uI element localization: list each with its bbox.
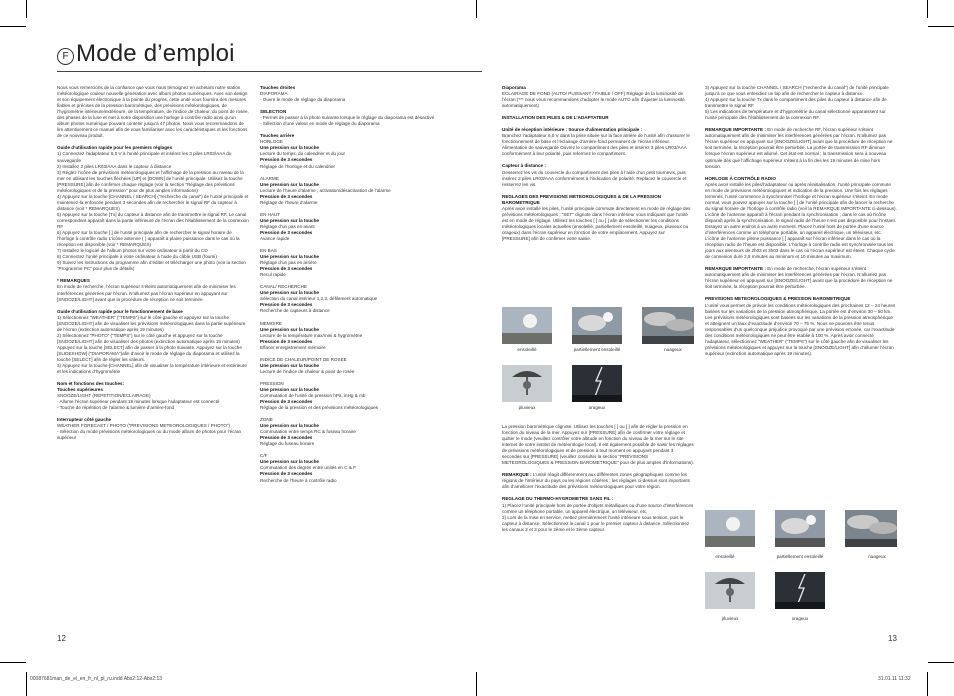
key-name: ALARME — [260, 175, 279, 181]
important-text-2: En mode de recherche, l’écran supérieur s’éteint automatiquement afin de minimiser les interférences générées par l’écran. N’allumez pas l’écran supérieur en appuyant sur [SNOOZE/LIGHT] avant que la procédure de réception ne soit terminée, la réception pourrait être perturbée. — [705, 266, 893, 290]
thermo-title: REGLAGE DU THERMO-HYGROMETRE SANS FIL : — [502, 496, 614, 502]
key-group — [260, 139, 452, 169]
caption-partly: partiellement ensoleillé — [573, 347, 621, 352]
list-item: 7) Installez le logiciel de l’album photos sur votre ordinateur à partir du CD — [57, 248, 208, 254]
quick-guide-title: Guide d’utilisation rapide pour les premiers réglages — [57, 145, 173, 151]
key-group — [260, 321, 452, 351]
pressure-setting-text: La pression barométrique clignote. Utilisez les touches [ ] ou [ ] afin de régler la pression en fonction du niveau de la mer. Appuyez sur [PRESSURE] afin de confirmer votre réglage et quitter le mode (veuillez contrôler votre altitude en fonction du niveau de la mer sur le site internet de votre institut de météorologie local). Il est également possible de saisir les réglages de prévisions météorologiques et de pression à tout moment en appuyant pendant 3 secondes sur [PRESSURE] (veuillez consulter la section “PREVISIONS METEOROLOGIQUES & PRESSION BAROMETRIQUE” pour de plus amples d’informations). — [502, 424, 694, 466]
unit-text: Branchez l’adaptateur 6,0 V dans la prise située sur la face arrière de l’unité afin d’assurer le fonctionnement de base et l’éclairage d’arrière-fond permanent de l’écran inférieur. Alimentation de sauvegarde Ouvrez le compartiment des piles et insérez 3 piles LR03/AAA conformément à leur polarité, puis refermez le compartiment. — [502, 133, 690, 157]
list-item: 4) Appuyez sur la touche [CHANNEL / SEARCH] (“recherche du canal”) de l’unité principale et maintenez-la enfoncée pendant 3 secondes afin de rechercher le signal RF du capteur à distance (voir * REMARQUES) — [57, 193, 249, 211]
press-3s-label: Pression de 3 secondes — [260, 435, 313, 441]
key-group — [260, 212, 452, 242]
list-item: 2) Sélectionnez “PHOTO” (“TEMPS”) sur le côté gauche et appuyez sur la touche [SNOOZE/LIGHT] afin de visualiser des photos (extinction automatique après 19 minutes) Appuyez sur la touche [SELECT] afin de passer à la photo suivante. Appuyez sur la touche [SLIDESHOW] (“DIAPORAMA”)afin d’avoir le mode de réglage du diaporama et utilisez la touche [SELECT] afin de régler les valeurs. — [57, 332, 242, 362]
press-3s-text: Réglage de la pression et des prévisions météorologiques — [260, 405, 378, 411]
press-3s-text: Réglage de l’horloge et du calendrier — [260, 163, 336, 169]
list-item: 3) Réglez l’icône de prévisions météorologiques et l’affichage de la pression au niveau de la mer en utilisant les touches fléchées [UP] et [DOWN] de l’unité principale. Utilisez la touche [PRESSURE] afin de confirmer chaque réglage (voir la section “Réglage des prévisions météorologiques et de la pression” pour de plus amples informations) — [57, 169, 244, 193]
press-3s-text: Recherche de capteurs à distance — [260, 308, 330, 314]
list-item: - Permet de passer à la photo suivante lorsque le réglage du diaporama est désactivé — [260, 115, 435, 121]
column-left — [57, 85, 249, 442]
list-item: - Sélection d’une valeur en mode de réglage du diaporama — [260, 121, 380, 127]
key-group — [260, 453, 452, 483]
caption-stormy: orageux — [588, 405, 606, 410]
list-item: 2) Installez 2 piles LR03/AAA dans le capteur à distance — [57, 163, 172, 169]
press-once-text: Réglage d’un pas en arrière — [260, 260, 317, 266]
important-text: En mode de recherche RF, l’écran supérieur s’éteint automatiquement afin de minimiser les interférences générées par l’écran. N’allumez pas l’écran supérieur en appuyant sur [SNOOZE/LIGHT] avant que la procédure de réception ne soit terminée, la réception pourrait être perturbée. La portée de transmission RF diminue lorsque l’écran supérieur est allumé. Cet état est normal ; la transmission sera à nouveau optimale dès que l’affichage supérieur s’éteint à la fin des les 19 minutes de mise hors tension. — [705, 127, 893, 169]
basic-guide-title: Guide d’utilisation rapide pour le fonctionnement de base — [57, 308, 183, 314]
keys-title: Nom et fonctions des touches: — [57, 381, 125, 387]
list-item: 2) Lors de la mise en service, mettez premièrement l’unité intérieure sous tension, puis le capteur à distance. Sélectionnez le canal 1 pour le premier capteur à distance. Sélectionnez les canaux 2 et 3 pour le 2ème et le 3ème capteur. — [502, 514, 690, 532]
key-name: PRESSION — [260, 380, 284, 386]
press-3s-label: Pression de 3 secondes — [260, 266, 313, 272]
press-3s-label: Pression de 3 secondes — [260, 338, 313, 344]
press-3s-text: Recherche de l’heure à contrôle radio — [260, 477, 337, 483]
press-once-text: Commutation entre temps RC & fuseau horaire — [260, 429, 356, 435]
press-once-text: Lecture de l’indice de chaleur & point de rosée — [260, 368, 355, 374]
press-3s-label: Pression de 3 secondes — [260, 229, 313, 235]
key-name: EN HAUT — [260, 211, 281, 217]
photo-sunny — [502, 307, 552, 344]
photo-cloudy-2 — [845, 510, 897, 547]
snooze-title: SNOOZE/LIGHT (REPETITION/ECLAIRAGE) — [57, 393, 151, 399]
photo-stormy-2 — [775, 572, 825, 609]
switch-text: WEATHER FORECAST / PHOTO (“PREVISIONS METEOROLOGIQUES / PHOTO”) — [57, 423, 230, 429]
caption-partly-2: partiellement ensoleillé — [776, 554, 824, 559]
press-3s-label: Pression de 3 secondes — [260, 157, 313, 163]
sensor-title: Capteur à distance : — [502, 163, 546, 169]
photo-rainy — [502, 365, 552, 402]
pressure-forecast-title: PREVISIONS METEOROLOGIQUES & PRESSION BAROMETRIQUE — [705, 296, 851, 302]
switch-title: Interrupteur côté gauche — [57, 417, 112, 423]
quick-guide-list — [57, 151, 249, 272]
page-number-left: 12 — [57, 634, 66, 643]
press-once-label: Une pression sur la touche — [260, 181, 319, 187]
list-item: 3) Appuyez sur la touche [CHANNEL] afin de visualiser la température intérieure et extérieure et les indications d’hygrométrie — [57, 363, 247, 375]
press-once-label: Une pression sur la touche — [260, 423, 319, 429]
diaporama-label: DIAPORAMA — [260, 91, 288, 97]
top-keys-title: Touches supérieures — [57, 387, 103, 393]
important-label-2: REMARQUE IMPORTANTE : — [705, 266, 766, 272]
caption-cloudy: nuageux — [664, 347, 682, 352]
key-name: CANAL/ RECHERCHE — [260, 284, 307, 290]
press-3s-label: Pression de 3 secondes — [260, 471, 313, 477]
install-title: INSTALLATION DES PILES & DE L’ADAPTATEUR — [502, 115, 609, 121]
caption-sunny: ensoleillé — [517, 347, 537, 352]
key-name: MEMOIRE — [260, 320, 282, 326]
key-name: HORLOGE — [260, 139, 283, 145]
press-once-label: Une pression sur la touche — [260, 386, 319, 392]
photo-partly-cloudy-2 — [775, 510, 825, 547]
photo-cloudy — [642, 307, 694, 344]
press-3s-text: Recul rapide — [260, 272, 286, 278]
unit-title: Unité de réception intérieure : Source d’alimentation principale : — [502, 127, 643, 133]
press-once-text: Lecture de la température max/mini & hygrométrie — [260, 332, 363, 338]
press-once-label: Une pression sur la touche — [260, 362, 319, 368]
key-name: C/F — [260, 453, 268, 459]
press-once-label: Une pression sur la touche — [260, 459, 319, 465]
important-label: REMARQUE IMPORTANTE : — [705, 127, 766, 133]
list-item: - Sélection du mode prévisions météorologiques ou du mode album de photos pour l’écran supérieur — [57, 429, 242, 441]
remark-text: L’unité réagit différemment aux différentes zones géographiques comme les régions de l’intérieur du pays ou les régions côtières ; les réglages ci-dessus sont importants afin d’améliorer l’exactitude des prévisions météorologiques pour votre région. — [502, 472, 690, 490]
diaporama-title: Diaporama — [502, 85, 526, 90]
list-item: - Allume l’écran supérieur pendant 19 minutes lorsque l’adaptateur est connecté — [57, 399, 220, 405]
column-far-right — [705, 85, 897, 363]
photo-sunny-2 — [705, 510, 755, 547]
list-item: 5) Appuyez sur la touche [Tx] du capteur à distance afin de transmettre le signal RF. Le canal correspondant apparaît dans la partie inférieure de l’écran dès l’établissement de la connexion RF — [57, 211, 249, 230]
pressure-forecast-text: L’unité vous permet de prévoir les conditions météorologiques des prochaines 12 – 24 heures basées sur les variations de la pression atmosphérique. La portée est d’environ 30 – 50 km. Les prévisions météorologiques sont basées sur les variations de la pression atmosphérique et atteignent un taux d’exactitude d’environ 70 – 75 %. Nous ne pouvons être tenus responsables d’un quelconque préjudice provoqué par une prévision erronée, car l’exactitude des conditions météorologiques ne peut être établie à 100 %. Après avoir connecté l’adaptateur, sélectionnez “WEATHER” (“TEMPS”) sur le côté gauche afin de visualiser les prévisions météorologiques et appuyez sur la touche [SNOOZE/LIGHT] afin d’allumer l’écran supérieur (extinction automatique après 19 minutes). — [705, 302, 896, 356]
caption-stormy-2: orageux — [791, 616, 809, 621]
photo-partly-cloudy — [572, 307, 622, 344]
language-badge: F — [57, 48, 74, 65]
back-keys-title: Touches arrière — [260, 133, 295, 139]
list-item: 1) Connectez l’adaptateur 6,0 V à l’unité principale et insérez les 3 piles LR03/AAA du sauvegarde — [57, 151, 232, 163]
list-item: 1) Sélectionnez “WEATHER” (“TEMPS”) sur le côté gauche et appuyez sur la touche [SNOOZE/LIGHT] afin de visualiser les prévisions météorologiques dans la partie supérieure de l’écran (extinction automatique après 19 minutes) — [57, 314, 246, 332]
press-once-text: Sélection du canal intérieur 1,2,3, défilement automatique — [260, 296, 378, 302]
forecast-title: REGLAGES DES PREVISIONS METEOROLOGIQUES & DE LA PRESSION BAROMETRIQUE — [502, 193, 662, 205]
press-once-text: Lecture du temps, du calendrier et du jour — [260, 151, 346, 157]
key-groups — [260, 139, 452, 483]
press-once-text: Réglage d’un pas en avant — [260, 223, 315, 229]
print-date: 31.01.11 11:32 — [878, 676, 911, 682]
right-keys-title: Touches droites — [260, 85, 296, 90]
caption-sunny-2: ensoleillé — [715, 554, 735, 559]
list-item: - Touche de répétition de l’alarme & lumière d’arrière-fond — [57, 405, 175, 411]
list-item: - Ouvre le mode de réglage du diaporama — [260, 97, 346, 103]
list-item: 9) Suivez les instructions du programme afin d’éditer et télécharger une photo (voir la section “Programme PC” pour plus de détails) — [57, 260, 246, 272]
press-once-label: Une pression sur la touche — [260, 326, 319, 332]
press-3s-text: Avance rapide — [260, 235, 290, 241]
caption-rainy: pluvieux — [518, 405, 536, 410]
remarks-text: En mode de recherche, l’écran supérieur s’éteint automatiquement afin de minimiser les interférences générées par l’écran. N’allumez pas l’écran supérieur en appuyant sur [SNOOZE/LIGHT] avant que la procédure de réception ne soit terminée. — [57, 284, 236, 302]
list-item: 5) Les indications de température et d’hygrométrie du canal sélectionné apparaissent sur l’unité principale dès l’établissement de la connexion RF. — [705, 109, 886, 121]
press-3s-text: Réglage du fuseau horaire — [260, 441, 315, 447]
press-3s-label: Pression de 3 secondes — [260, 399, 313, 405]
key-name: EN BAS — [260, 248, 277, 254]
press-3s-label: Pression de 3 secondes — [260, 193, 313, 199]
diaporama-text: ECLAIRAGE DE FOND (AUTO/ PUISSANT / FAIBLE / OFF) Réglage de la luminosité de l’écran (*** nous vous recommandons d’adopter le mode AUTO afin d’ajuster la luminosité automatiquement) — [502, 91, 685, 109]
press-once-text: Lecture de l’heure d’alarme ; activation/désactivation de l’alarme — [260, 187, 391, 193]
basic-guide-list — [57, 315, 249, 375]
key-group — [260, 284, 452, 314]
title-rule — [57, 71, 482, 72]
photo-stormy — [572, 365, 622, 402]
key-name: ZONE — [260, 417, 273, 423]
press-once-text: Commutation de l’unité de pression hPa, inHg & mb — [260, 392, 366, 398]
radio-title: HORLOGE À CONTRÔLE RADIO — [705, 175, 776, 181]
press-3s-text: Effacer enregistrement mémoire — [260, 344, 326, 350]
list-item: 8) Connectez l’unité principale à votre ordinateur à l’aide du câble USB (fourni) — [57, 254, 217, 260]
key-group — [260, 357, 452, 375]
press-3s-label: Pression de 3 secondes — [260, 302, 313, 308]
press-once-label: Une pression sur la touche — [260, 254, 319, 260]
list-item: 4) Appuyez sur la touche Tx dans le compartiment des piles du capteur à distance afin de transmettre le signal RF. — [705, 97, 887, 109]
press-once-label: Une pression sur la touche — [260, 145, 319, 151]
page-title: Mode d’emploi — [76, 40, 235, 67]
radio-text: Après avoir installé les piles/l’adaptateur ou après réinitialisation, l’unité principale commute en mode de prévisions météorologiques et indication de la pression. Une fois les réglages terminés, l’unité commence à synchroniser l’horloge et l’écran supérieur s’éteint. En mode normal, vous pouvez appuyer sur la touche [ ] de l’unité principale afin de lancer la recherche du signal horaire de l’horloge à contrôle radio (voir la REMARQUE IMPORTANTE ci-dessous). L’icône de l’antenne apparaît à l’écran pendant la synchronisation ; dans le cas où l’icône disparaît après la synchronisation, le signal radio de l’heure n’est pas disponible pour l’instant. Essayez un autre endroit à un autre moment. Placez l’unité hors de portée d’une source d’interférences comme un téléphone portable, un appareil électrique, un téléviseur, etc. L’icône de l’antenne pleine puissance [ ] apparaît sur l’écran inférieur dans le cas où la réception radio de l’heure est disponible. L’horloge à contrôle radio est synchronisée tous les jours aux alentours de 2h03 et 3h03 dans le cas où l’écran supérieur est éteint. Chaque cycle de connexion dure 2,5 minutes au minimum et 10 minutes au maximum. — [705, 181, 897, 260]
page-number-right: 13 — [888, 634, 897, 643]
key-group — [260, 176, 452, 206]
file-slug: 00087681man_de_el_en_fr_nl_pl_ru.indd Abs2:12-Abs2:13 — [30, 676, 163, 682]
key-group — [260, 248, 452, 278]
press-once-label: Une pression sur la touche — [260, 217, 319, 223]
press-once-label: Une pression sur la touche — [260, 290, 319, 296]
forecast-text: Après avoir installé les piles, l’unité principale commute directement en mode de réglage des prévisions météorologiques ; “SET” clignote dans l’écran inférieur vous indiquant que l’unité est en mode de réglage. Utilisez les touches [ ] ou [ ] afin de sélectionner les conditions météorologiques locales actuelles (ensoleillé, partiellement ensoleillé, nuageux, pluvieux ou orageux) dans l’écran supérieur en fonction de votre emplacement. Appuyez sur [PRESSURE] afin de confirmer votre saisie. — [502, 205, 691, 241]
column-right — [502, 85, 694, 248]
press-3s-text: Réglage de l’heure d’alarme — [260, 199, 318, 205]
caption-rainy-2: pluvieux — [721, 616, 739, 621]
press-once-text: Commutation des degrés entre unités en C & F — [260, 465, 357, 471]
intro-text: Nous vous remercions de la confiance que vous nous témoignez en achetant notre station météorologique couleur nouvelle génération avec album photos numériques. Avec son design et son équipement électronique à la pointe du progrès, cette unité vous fournira des mesures fiables et précises de la pression barométrique, des prévisions météorologiques, de l’hygrométrie intérieure/extérieure, de la température, de l’indice de chaleur, du point de rosée, des phases de la lune et met à votre disposition une horloge à contrôle radio ainsi qu’un album photos numérique pouvant contenir jusqu’à 47 photos. Nous vous recommandons de lire attentivement ce manuel afin de vous familiariser avec les caractéristiques et les fonctions de ce nouveau produit. — [57, 85, 249, 139]
list-item: 1) Placez l’unité principale hors de portée d’objets métalliques ou d’une source d’interférences comme un téléphone portable, un appareil électrique, un téléviseur, etc. — [502, 502, 694, 514]
remark-label: REMARQUE : — [502, 472, 532, 478]
list-item: 6) Appuyez sur la touche [ ] de l’unité principale afin de rechercher le signal horaire de l’horloge à contrôle radio L’icône antenne ( ) apparaît à plaine puissance dans le cas où la réception est disponible (voir * REMARQUES) — [57, 230, 240, 248]
selection-label: SELECTION — [260, 109, 287, 115]
sensor-text: Desserrez les vis du couvercle du compartiment des piles à l’aide d’un petit tournevis, puis insérez 2 piles LR03/AAA conformément à l’indication de polarité. Replacez le couvercle et resserrez les vis. — [502, 169, 687, 187]
key-name: INDICE DE CHALEUR/POINT DE ROSEE — [260, 356, 347, 362]
column-mid — [260, 85, 452, 490]
list-item: 3) Appuyez sur la touche CHANNEL / SEARCH (“recherche du canal”) de l’unité principale jusqu’à ce que vous entendiez un bip afin de rechercher le capteur à distance. — [705, 85, 889, 97]
remarks-title: * REMARQUES — [57, 278, 90, 284]
caption-cloudy-2: nuageux — [868, 554, 886, 559]
column-right-lower — [502, 424, 694, 533]
photo-rainy-2 — [705, 572, 755, 609]
key-group — [260, 417, 452, 447]
key-group — [260, 381, 452, 411]
